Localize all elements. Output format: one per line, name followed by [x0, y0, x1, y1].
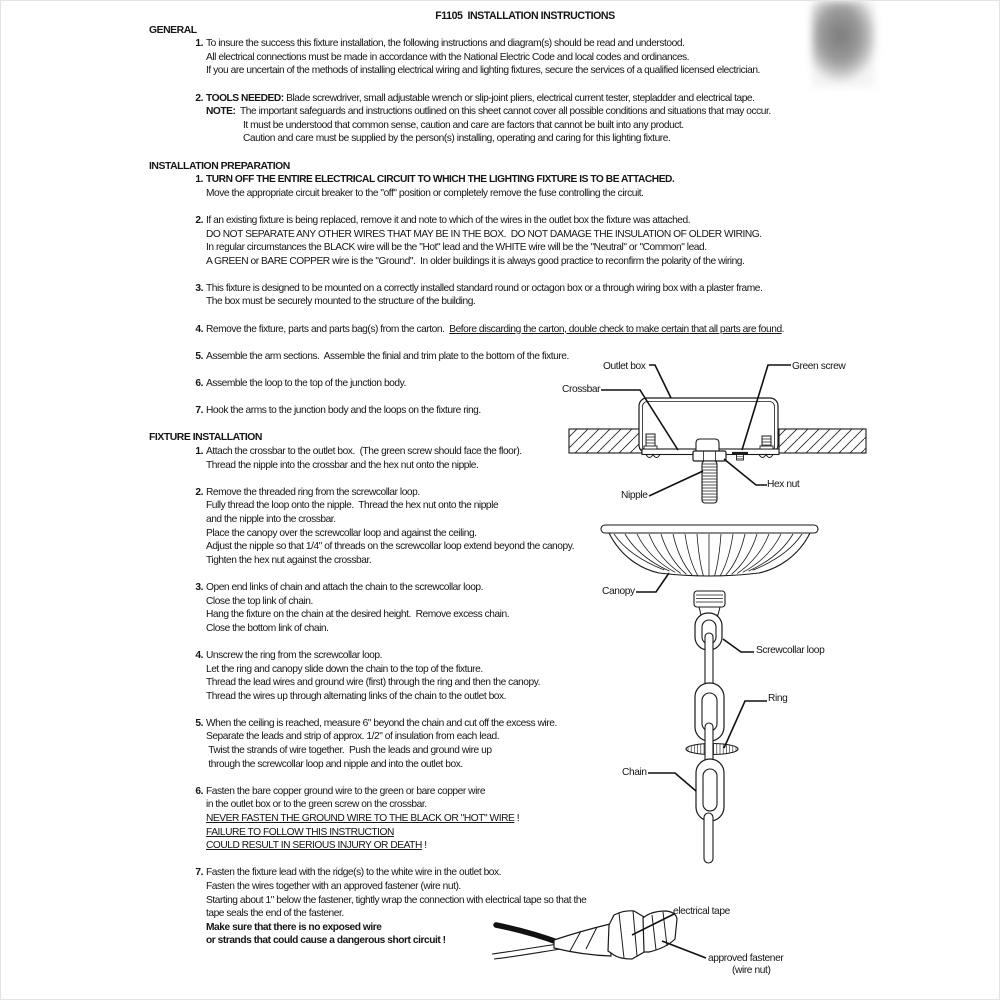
wire-nut-label: (wire nut) — [732, 965, 771, 976]
text-segment: Hang the fixture on the chain at the desired height. Remove excess chain. — [206, 609, 510, 621]
instruction-line — [149, 105, 901, 119]
text-segment: Before discarding the carton, double check to make certain that all parts are found — [449, 323, 782, 335]
crossbar-label: Crossbar — [562, 384, 601, 395]
instruction-item — [149, 173, 901, 200]
green-screw-drawing — [732, 453, 748, 460]
text-segment: DO NOT SEPARATE ANY OTHER WIRES THAT MAY BE IN THE BOX. DO NOT DAMAGE THE INSULATION OF OLDER WIRING. — [206, 228, 762, 240]
text-segment: Fasten the fixture lead with the ridge(s) to the white wire in the outlet box. — [206, 867, 502, 879]
text-segment: Unscrew the ring from the screwcollar loop. — [206, 649, 382, 661]
text-segment: and the nipple into the crossbar. — [206, 513, 336, 525]
instruction-item — [149, 92, 901, 146]
text-segment: The box must be securely mounted to the structure of the building. — [206, 296, 476, 308]
nipple-label: Nipple — [621, 490, 648, 501]
text-segment: Starting about 1" below the fastener, tightly wrap the connection with electrical tape so that the — [206, 894, 587, 906]
instruction-item — [149, 37, 901, 78]
text-segment: This fixture is designed to be mounted on a correctly installed standard round or octagon box or a through wiring box with a plaster frame. — [206, 282, 763, 294]
text-segment: Caution and care must be supplied by the person(s) installing, operating and caring for this lighting fixture. — [243, 133, 671, 145]
item-number: 7. — [195, 867, 203, 879]
text-segment: Place the canopy over the screwcollar loop and against the ceiling. — [206, 527, 477, 539]
instruction-line — [149, 187, 901, 201]
text-segment: The important safeguards and instructions outlined on this sheet cannot cover all possible conditions and situations that may occur. — [235, 106, 771, 118]
text-segment: COULD RESULT IN SERIOUS INJURY OR DEATH — [206, 840, 422, 852]
text-segment: If you are uncertain of the methods of installing electrical wiring and lighting fixtures, secure the services of a qualified licensed electrician. — [206, 65, 760, 77]
text-segment: through the screwcollar loop and nipple and into the outlet box. — [206, 758, 463, 770]
page-title: F1105 INSTALLATION INSTRUCTIONS — [435, 10, 615, 22]
instruction-line — [149, 119, 901, 133]
item-number: 2. — [195, 92, 203, 104]
text-segment: ! — [514, 813, 520, 825]
item-number: 2. — [195, 214, 203, 226]
section-heading: INSTALLATION PREPARATION — [149, 160, 290, 172]
text-segment: Assemble the arm sections. Assemble the finial and trim plate to the bottom of the fixture. — [206, 350, 569, 362]
approved-fastener-label: approved fastener — [708, 953, 784, 964]
text-segment: Twist the strands of wire together. Push the leads and ground wire up — [206, 745, 492, 757]
green-screw-label: Green screw — [792, 361, 846, 372]
text-segment: Fasten the bare copper ground wire to the green or bare copper wire — [206, 785, 486, 797]
instruction-item — [149, 282, 901, 309]
item-number: 5. — [195, 717, 203, 729]
instruction-line — [149, 228, 901, 242]
section-heading: FIXTURE INSTALLATION — [149, 432, 262, 444]
instruction-line — [149, 241, 901, 255]
text-segment: in the outlet box or to the green screw on the crossbar. — [206, 799, 427, 811]
instruction-line — [149, 173, 901, 187]
screwcollar-loop-label: Screwcollar loop — [756, 645, 825, 656]
instruction-line — [149, 323, 901, 337]
text-segment: Fasten the wires together with an approved fastener (wire nut). — [206, 881, 461, 892]
item-number: 1. — [195, 174, 203, 186]
text-segment: To insure the success this fixture installation, the following instructions and diagram(s) should be read and understood. — [206, 38, 685, 50]
chain-label: Chain — [622, 767, 647, 778]
text-segment: When the ceiling is reached, measure 6" beyond the chain and cut off the excess wire. — [206, 717, 557, 729]
item-number: 6. — [195, 785, 203, 797]
text-segment: Open end links of chain and attach the chain to the screwcollar loop. — [206, 581, 484, 593]
instruction-line — [149, 214, 901, 228]
text-segment: Close the top link of chain. — [206, 595, 313, 607]
text-segment: Separate the leads and strip of approx. 1/2" of insulation from each lead. — [206, 731, 500, 743]
text-segment: Thread the nipple into the crossbar and the hex nut onto the nipple. — [206, 459, 479, 471]
text-segment: All electrical connections must be made in accordance with the National Electric Code and local codes and ordinances. — [206, 51, 690, 63]
text-segment: Tighten the hex nut against the crossbar. — [206, 554, 372, 566]
text-segment: Remove the threaded ring from the screwcollar loop. — [206, 486, 420, 498]
hex-nut-label: Hex nut — [767, 479, 800, 490]
text-segment: Thread the lead wires and ground wire (first) through the ring and then the canopy. — [206, 677, 540, 689]
item-number: 4. — [195, 649, 203, 661]
text-segment: Move the appropriate circuit breaker to the "off" position or completely remove the fuse controlling the circuit. — [206, 187, 644, 199]
ring-label: Ring — [768, 693, 788, 704]
section-items — [149, 37, 901, 146]
item-number: 5. — [195, 350, 203, 362]
canopy-chain-diagram — [596, 521, 831, 869]
instruction-line — [149, 132, 901, 146]
text-segment: Make sure that there is no exposed wire — [206, 921, 382, 933]
instruction-line — [149, 51, 901, 65]
item-number: 3. — [195, 282, 203, 294]
text-segment: FAILURE TO FOLLOW THIS INSTRUCTION — [206, 826, 394, 838]
instruction-item — [149, 323, 901, 337]
text-segment: Attach the crossbar to the outlet box. (The green screw should face the floor). — [206, 446, 522, 457]
text-segment: tape seals the end of the fastener. — [206, 908, 344, 920]
text-segment: NOTE: — [206, 106, 236, 118]
section-general — [149, 24, 901, 146]
text-segment: It must be understood that common sense, caution and care are factors that cannot be built into any product. — [243, 119, 684, 131]
instruction-item — [149, 214, 901, 268]
item-number: 1. — [195, 446, 203, 457]
text-segment: Close the bottom link of chain. — [206, 622, 329, 634]
text-segment: Let the ring and canopy slide down the chain to the top of the fixture. — [206, 663, 483, 675]
text-segment: TURN OFF THE ENTIRE ELECTRICAL CIRCUIT TO WHICH THE LIGHTING FIXTURE IS TO BE ATTACHED. — [206, 174, 675, 186]
instruction-line — [149, 37, 901, 51]
section-heading: GENERAL — [149, 24, 197, 36]
item-number: 7. — [195, 405, 203, 417]
text-segment: or strands that could cause a dangerous short circuit ! — [206, 935, 446, 947]
outlet-box-label: Outlet box — [603, 361, 646, 372]
electrical-tape-label: electrical tape — [673, 906, 730, 917]
text-segment: Assemble the loop to the top of the junction body. — [206, 378, 406, 390]
instruction-line — [149, 880, 901, 894]
item-number: 2. — [195, 486, 203, 498]
canopy-drawing — [601, 525, 818, 576]
chain-drawing — [686, 633, 738, 863]
item-number: 4. — [195, 323, 203, 335]
text-segment: ! — [421, 840, 427, 852]
instruction-line — [149, 282, 901, 296]
instruction-line — [149, 64, 901, 78]
text-segment: A GREEN or BARE COPPER wire is the "Ground". In older buildings it is always good practice to reconfirm the polarity of the wiring. — [206, 255, 745, 267]
text-segment: If an existing fixture is being replaced, remove it and note to which of the wires in the outlet box the fixture was attached. — [206, 214, 691, 226]
item-number: 3. — [195, 581, 203, 593]
item-number: 6. — [195, 378, 203, 390]
text-segment: TOOLS NEEDED: — [206, 92, 284, 104]
ceiling-mount-diagram — [556, 351, 881, 513]
canopy-label: Canopy — [602, 586, 635, 597]
instruction-line — [149, 255, 901, 269]
wire-nut-drawing — [643, 911, 677, 952]
text-segment: Thread the wires up through alternating links of the chain to the outlet box. — [206, 690, 507, 702]
text-segment: In regular circumstances the BLACK wire will be the "Hot" lead and the WHITE wire will be the "Neutral" or "Common" lead. — [206, 242, 707, 254]
text-segment: . — [781, 323, 785, 335]
text-segment: Adjust the nipple so that 1/4" of threads on the screwcollar loop extend beyond the canopy. — [206, 541, 574, 553]
instruction-line — [149, 92, 901, 106]
item-number: 1. — [195, 38, 203, 50]
text-segment: Blade screwdriver, small adjustable wrench or slip-joint pliers, electrical current tester, stepladder and electrical tape. — [283, 92, 755, 104]
text-segment: Fully thread the loop onto the nipple. Thread the hex nut onto the nipple — [206, 500, 499, 512]
text-segment: Hook the arms to the junction body and the loops on the fixture ring. — [206, 405, 481, 417]
instruction-line — [149, 295, 901, 309]
text-segment: NEVER FASTEN THE GROUND WIRE TO THE BLACK OR "HOT" WIRE — [206, 813, 515, 825]
text-segment: Remove the fixture, parts and parts bag(s) from the carton. — [206, 323, 450, 335]
